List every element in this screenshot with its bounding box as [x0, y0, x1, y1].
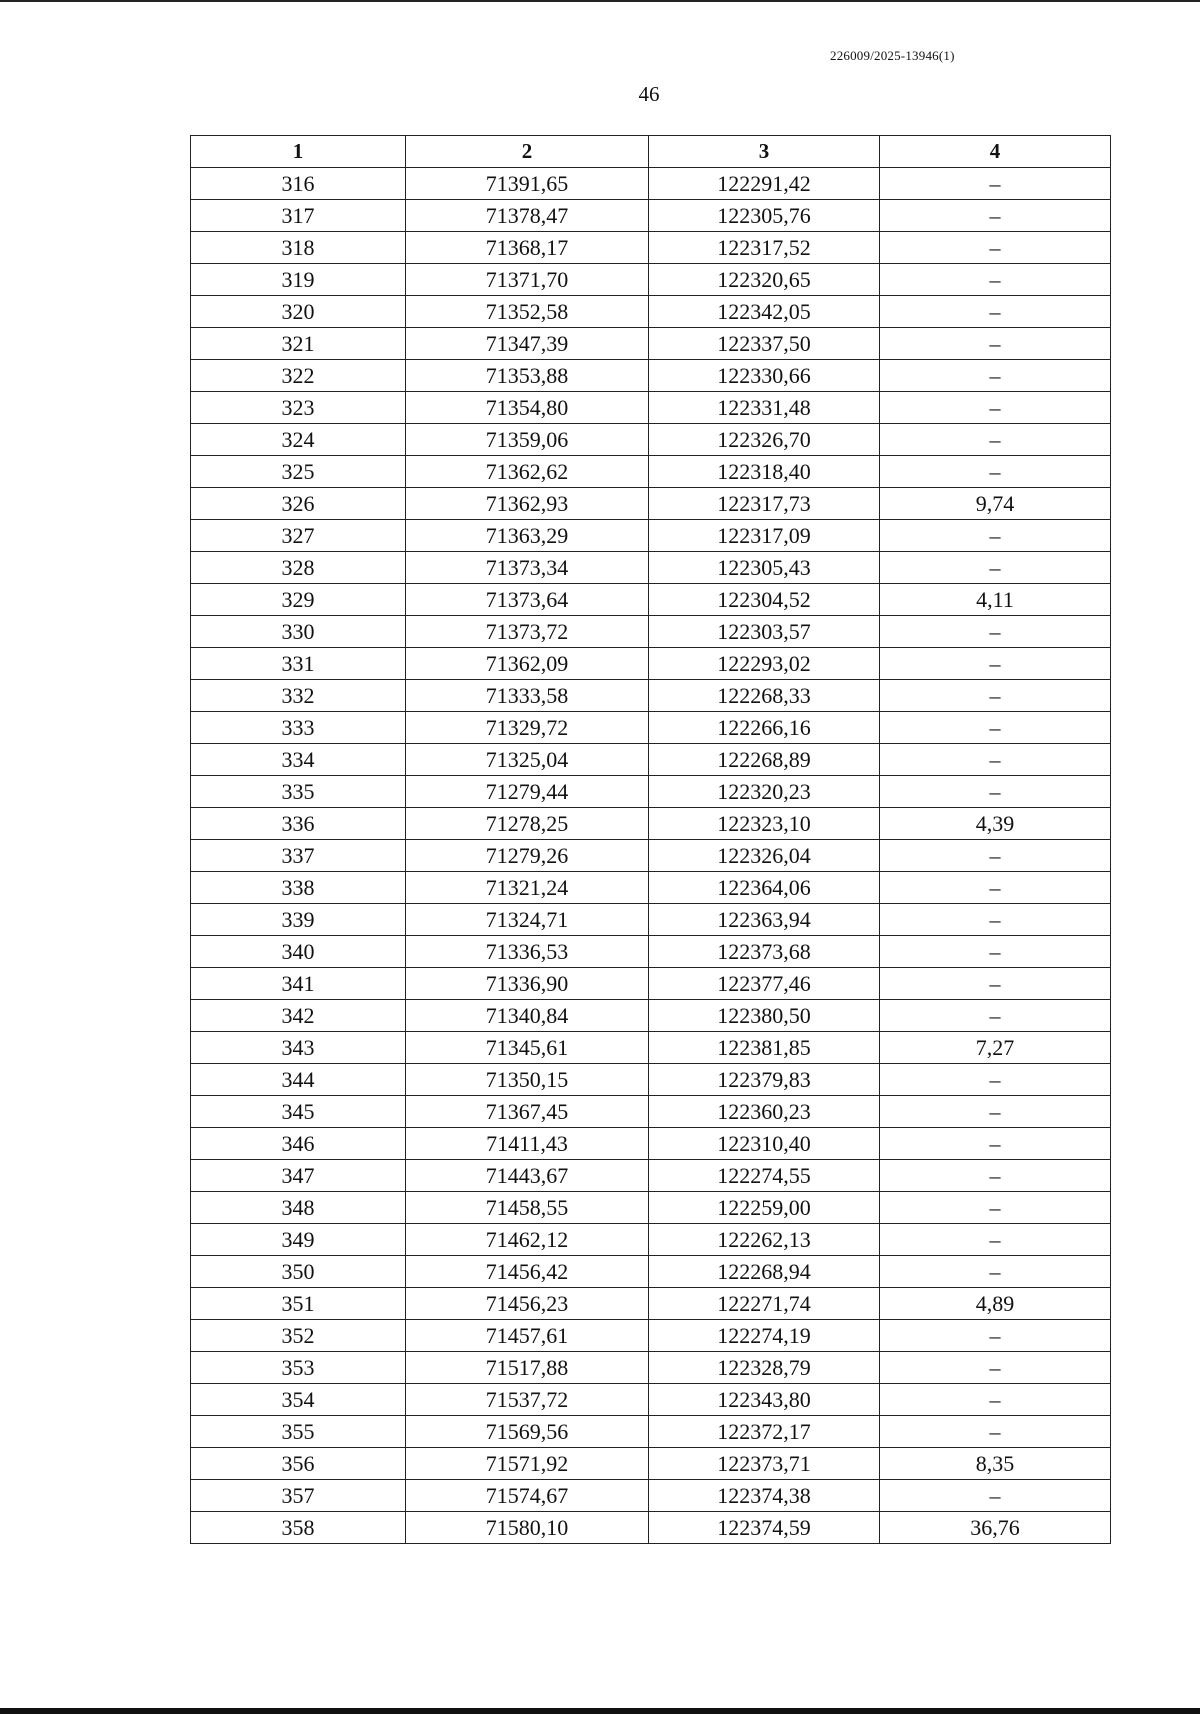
table-row — [191, 392, 1111, 424]
coordinates-table — [190, 135, 1111, 1544]
table-row — [191, 1192, 1111, 1224]
table-cell-col-2: 71336,53 — [406, 936, 649, 968]
table-cell-col-3: 122310,40 — [649, 1128, 880, 1160]
table-cell-col-4: – — [880, 1160, 1111, 1192]
table-cell-col-4: 4,89 — [880, 1288, 1111, 1320]
table-header-row — [191, 136, 1111, 168]
table-row — [191, 328, 1111, 360]
table-row — [191, 168, 1111, 200]
table-cell-col-4: – — [880, 520, 1111, 552]
table-cell-col-1: 357 — [191, 1480, 406, 1512]
table-cell-col-3: 122330,66 — [649, 360, 880, 392]
table-cell-col-2: 71368,17 — [406, 232, 649, 264]
table-cell-col-3: 122317,73 — [649, 488, 880, 520]
table-cell-col-2: 71411,43 — [406, 1128, 649, 1160]
table-row — [191, 1416, 1111, 1448]
table-cell-col-3: 122374,38 — [649, 1480, 880, 1512]
table-row — [191, 872, 1111, 904]
table-cell-col-3: 122326,70 — [649, 424, 880, 456]
scan-bottom-edge — [0, 1708, 1200, 1714]
table-row — [191, 200, 1111, 232]
table-row — [191, 1448, 1111, 1480]
table-cell-col-3: 122373,68 — [649, 936, 880, 968]
table-cell-col-4: – — [880, 296, 1111, 328]
table-cell-col-1: 340 — [191, 936, 406, 968]
table-cell-col-1: 339 — [191, 904, 406, 936]
table-cell-col-2: 71458,55 — [406, 1192, 649, 1224]
table-cell-col-3: 122364,06 — [649, 872, 880, 904]
table-cell-col-2: 71363,29 — [406, 520, 649, 552]
table-row — [191, 1320, 1111, 1352]
table-cell-col-3: 122380,50 — [649, 1000, 880, 1032]
table-cell-col-4: – — [880, 456, 1111, 488]
table-row — [191, 968, 1111, 1000]
table-row — [191, 232, 1111, 264]
table-cell-col-1: 318 — [191, 232, 406, 264]
table-row — [191, 488, 1111, 520]
table-cell-col-3: 122262,13 — [649, 1224, 880, 1256]
table-cell-col-3: 122372,17 — [649, 1416, 880, 1448]
table-cell-col-2: 71278,25 — [406, 808, 649, 840]
table-row — [191, 904, 1111, 936]
table-cell-col-1: 332 — [191, 680, 406, 712]
table-cell-col-4: – — [880, 840, 1111, 872]
table-cell-col-4: – — [880, 1416, 1111, 1448]
page-number: 46 — [638, 82, 660, 106]
table-cell-col-4: 7,27 — [880, 1032, 1111, 1064]
table-cell-col-4: – — [880, 328, 1111, 360]
table-cell-col-1: 331 — [191, 648, 406, 680]
scan-top-edge — [0, 0, 1200, 2]
table-row — [191, 776, 1111, 808]
table-cell-col-3: 122259,00 — [649, 1192, 880, 1224]
table-cell-col-1: 335 — [191, 776, 406, 808]
table-cell-col-2: 71333,58 — [406, 680, 649, 712]
table-cell-col-2: 71352,58 — [406, 296, 649, 328]
table-cell-col-2: 71340,84 — [406, 1000, 649, 1032]
table-cell-col-4: 4,39 — [880, 808, 1111, 840]
table-row — [191, 1224, 1111, 1256]
table-cell-col-1: 341 — [191, 968, 406, 1000]
table-cell-col-4: – — [880, 1256, 1111, 1288]
table-cell-col-2: 71517,88 — [406, 1352, 649, 1384]
table-cell-col-4: – — [880, 616, 1111, 648]
table-cell-col-4: – — [880, 232, 1111, 264]
table-cell-col-2: 71353,88 — [406, 360, 649, 392]
table-cell-col-4: 4,11 — [880, 584, 1111, 616]
table-cell-col-2: 71362,93 — [406, 488, 649, 520]
table-cell-col-2: 71371,70 — [406, 264, 649, 296]
table-cell-col-2: 71580,10 — [406, 1512, 649, 1544]
table-cell-col-2: 71325,04 — [406, 744, 649, 776]
table-cell-col-2: 71324,71 — [406, 904, 649, 936]
table-cell-col-1: 353 — [191, 1352, 406, 1384]
table-cell-col-4: – — [880, 712, 1111, 744]
table-row — [191, 1160, 1111, 1192]
table-cell-col-2: 71329,72 — [406, 712, 649, 744]
table-cell-col-3: 122342,05 — [649, 296, 880, 328]
table-cell-col-3: 122328,79 — [649, 1352, 880, 1384]
table-cell-col-3: 122303,57 — [649, 616, 880, 648]
table-cell-col-3: 122320,23 — [649, 776, 880, 808]
table-row — [191, 520, 1111, 552]
table-cell-col-2: 71367,45 — [406, 1096, 649, 1128]
table-row — [191, 680, 1111, 712]
table-cell-col-2: 71456,23 — [406, 1288, 649, 1320]
table-cell-col-2: 71456,42 — [406, 1256, 649, 1288]
table-row — [191, 1512, 1111, 1544]
table-row — [191, 584, 1111, 616]
table-cell-col-1: 342 — [191, 1000, 406, 1032]
table-cell-col-3: 122268,33 — [649, 680, 880, 712]
table-cell-col-1: 351 — [191, 1288, 406, 1320]
table-cell-col-1: 334 — [191, 744, 406, 776]
table-row — [191, 1096, 1111, 1128]
table-cell-col-4: – — [880, 360, 1111, 392]
table-cell-col-2: 71345,61 — [406, 1032, 649, 1064]
table-cell-col-1: 336 — [191, 808, 406, 840]
table-cell-col-4: – — [880, 968, 1111, 1000]
table-cell-col-4: 36,76 — [880, 1512, 1111, 1544]
table-cell-col-3: 122337,50 — [649, 328, 880, 360]
table-cell-col-1: 337 — [191, 840, 406, 872]
table-row — [191, 1480, 1111, 1512]
table-cell-col-2: 71279,26 — [406, 840, 649, 872]
column-header-4: 4 — [880, 136, 1111, 168]
table-cell-col-4: 8,35 — [880, 1448, 1111, 1480]
table-cell-col-1: 317 — [191, 200, 406, 232]
table-cell-col-2: 71347,39 — [406, 328, 649, 360]
table-cell-col-1: 329 — [191, 584, 406, 616]
table-row — [191, 744, 1111, 776]
table-cell-col-2: 71574,67 — [406, 1480, 649, 1512]
table-row — [191, 1256, 1111, 1288]
table-cell-col-4: – — [880, 776, 1111, 808]
table-cell-col-4: – — [880, 1384, 1111, 1416]
table-cell-col-2: 71391,65 — [406, 168, 649, 200]
table-cell-col-1: 323 — [191, 392, 406, 424]
table-cell-col-1: 316 — [191, 168, 406, 200]
table-cell-col-1: 347 — [191, 1160, 406, 1192]
table-cell-col-1: 349 — [191, 1224, 406, 1256]
table-cell-col-3: 122320,65 — [649, 264, 880, 296]
table-cell-col-2: 71378,47 — [406, 200, 649, 232]
table-cell-col-3: 122305,76 — [649, 200, 880, 232]
table-cell-col-3: 122363,94 — [649, 904, 880, 936]
table-cell-col-4: – — [880, 1352, 1111, 1384]
table-cell-col-3: 122268,94 — [649, 1256, 880, 1288]
table-cell-col-4: – — [880, 1064, 1111, 1096]
table-cell-col-4: – — [880, 648, 1111, 680]
table-row — [191, 648, 1111, 680]
table-row — [191, 712, 1111, 744]
table-cell-col-4: – — [880, 1000, 1111, 1032]
table-cell-col-3: 122305,43 — [649, 552, 880, 584]
table-cell-col-4: – — [880, 392, 1111, 424]
column-header-2: 2 — [406, 136, 649, 168]
table-cell-col-4: – — [880, 1480, 1111, 1512]
table-cell-col-4: – — [880, 936, 1111, 968]
table-row — [191, 1352, 1111, 1384]
table-cell-col-1: 358 — [191, 1512, 406, 1544]
table-cell-col-3: 122291,42 — [649, 168, 880, 200]
table-cell-col-2: 71443,67 — [406, 1160, 649, 1192]
table-cell-col-2: 71350,15 — [406, 1064, 649, 1096]
table-cell-col-4: – — [880, 168, 1111, 200]
table-cell-col-3: 122317,52 — [649, 232, 880, 264]
table-cell-col-4: – — [880, 1096, 1111, 1128]
table-row — [191, 1384, 1111, 1416]
table-cell-col-2: 71321,24 — [406, 872, 649, 904]
table-cell-col-4: – — [880, 1320, 1111, 1352]
table-body — [191, 168, 1111, 1544]
table-cell-col-1: 325 — [191, 456, 406, 488]
table-cell-col-2: 71354,80 — [406, 392, 649, 424]
table-cell-col-4: – — [880, 744, 1111, 776]
table-row — [191, 1064, 1111, 1096]
table-cell-col-4: – — [880, 1128, 1111, 1160]
table-cell-col-1: 348 — [191, 1192, 406, 1224]
table-cell-col-4: 9,74 — [880, 488, 1111, 520]
table-cell-col-1: 327 — [191, 520, 406, 552]
table-cell-col-3: 122274,55 — [649, 1160, 880, 1192]
table-cell-col-3: 122343,80 — [649, 1384, 880, 1416]
table-cell-col-2: 71373,34 — [406, 552, 649, 584]
table-row — [191, 424, 1111, 456]
table-cell-col-1: 352 — [191, 1320, 406, 1352]
table-cell-col-1: 322 — [191, 360, 406, 392]
table-cell-col-1: 320 — [191, 296, 406, 328]
table-cell-col-4: – — [880, 424, 1111, 456]
table-cell-col-1: 345 — [191, 1096, 406, 1128]
table-row — [191, 296, 1111, 328]
table-cell-col-1: 324 — [191, 424, 406, 456]
table-cell-col-4: – — [880, 680, 1111, 712]
table-cell-col-2: 71279,44 — [406, 776, 649, 808]
table-cell-col-3: 122317,09 — [649, 520, 880, 552]
table-cell-col-2: 71362,09 — [406, 648, 649, 680]
table-row — [191, 360, 1111, 392]
table-cell-col-1: 343 — [191, 1032, 406, 1064]
table-row — [191, 1032, 1111, 1064]
table-cell-col-2: 71569,56 — [406, 1416, 649, 1448]
table-cell-col-1: 350 — [191, 1256, 406, 1288]
table-row — [191, 1128, 1111, 1160]
table-cell-col-2: 71462,12 — [406, 1224, 649, 1256]
table-cell-col-3: 122268,89 — [649, 744, 880, 776]
table-cell-col-1: 328 — [191, 552, 406, 584]
table-cell-col-3: 122326,04 — [649, 840, 880, 872]
table-cell-col-2: 71457,61 — [406, 1320, 649, 1352]
table-row — [191, 936, 1111, 968]
table-row — [191, 616, 1111, 648]
table-cell-col-2: 71336,90 — [406, 968, 649, 1000]
table-cell-col-1: 356 — [191, 1448, 406, 1480]
table-cell-col-3: 122293,02 — [649, 648, 880, 680]
table-cell-col-1: 354 — [191, 1384, 406, 1416]
table-row — [191, 1000, 1111, 1032]
table-cell-col-1: 326 — [191, 488, 406, 520]
table-cell-col-3: 122373,71 — [649, 1448, 880, 1480]
column-header-3: 3 — [649, 136, 880, 168]
table-cell-col-3: 122377,46 — [649, 968, 880, 1000]
table-cell-col-1: 321 — [191, 328, 406, 360]
table-cell-col-2: 71373,72 — [406, 616, 649, 648]
table-cell-col-1: 338 — [191, 872, 406, 904]
table-cell-col-4: – — [880, 1192, 1111, 1224]
table-cell-col-1: 346 — [191, 1128, 406, 1160]
table-cell-col-2: 71373,64 — [406, 584, 649, 616]
table-cell-col-2: 71362,62 — [406, 456, 649, 488]
table-cell-col-3: 122271,74 — [649, 1288, 880, 1320]
table-row — [191, 808, 1111, 840]
table-cell-col-4: – — [880, 872, 1111, 904]
table-row — [191, 552, 1111, 584]
table-cell-col-3: 122379,83 — [649, 1064, 880, 1096]
table-cell-col-1: 355 — [191, 1416, 406, 1448]
table-row — [191, 1288, 1111, 1320]
table-cell-col-4: – — [880, 552, 1111, 584]
table-cell-col-1: 319 — [191, 264, 406, 296]
table-cell-col-3: 122266,16 — [649, 712, 880, 744]
table-cell-col-3: 122360,23 — [649, 1096, 880, 1128]
table-cell-col-4: – — [880, 1224, 1111, 1256]
table-cell-col-3: 122304,52 — [649, 584, 880, 616]
table-cell-col-4: – — [880, 904, 1111, 936]
table-row — [191, 264, 1111, 296]
document-reference: 226009/2025-13946(1) — [830, 48, 955, 63]
table-cell-col-3: 122381,85 — [649, 1032, 880, 1064]
column-header-1: 1 — [191, 136, 406, 168]
table-cell-col-3: 122331,48 — [649, 392, 880, 424]
table-cell-col-3: 122323,10 — [649, 808, 880, 840]
table-row — [191, 840, 1111, 872]
table-cell-col-3: 122274,19 — [649, 1320, 880, 1352]
table-cell-col-3: 122374,59 — [649, 1512, 880, 1544]
table-cell-col-3: 122318,40 — [649, 456, 880, 488]
table-row — [191, 456, 1111, 488]
table-cell-col-2: 71359,06 — [406, 424, 649, 456]
table-cell-col-4: – — [880, 264, 1111, 296]
table-cell-col-1: 333 — [191, 712, 406, 744]
table-cell-col-1: 330 — [191, 616, 406, 648]
table-cell-col-4: – — [880, 200, 1111, 232]
table-cell-col-2: 71537,72 — [406, 1384, 649, 1416]
table-cell-col-2: 71571,92 — [406, 1448, 649, 1480]
table-cell-col-1: 344 — [191, 1064, 406, 1096]
